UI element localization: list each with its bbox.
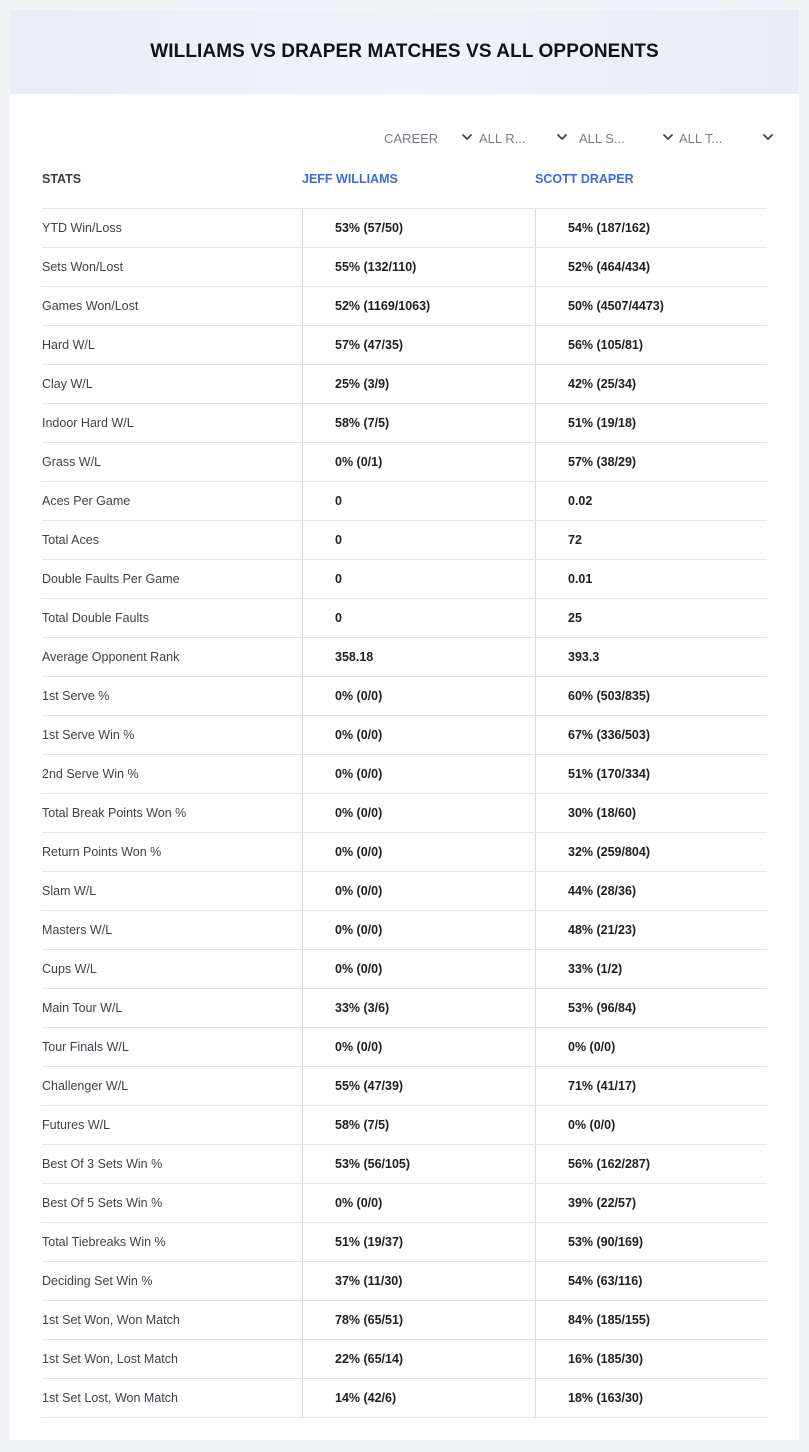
player1-cell xyxy=(302,794,536,832)
player1-cell xyxy=(302,599,536,637)
filter-round-select[interactable] xyxy=(479,128,569,148)
player1-cell xyxy=(302,677,536,715)
player1-cell xyxy=(302,443,536,481)
player2-value: 56% (105/81) xyxy=(568,338,644,352)
player1-cell xyxy=(302,755,536,793)
player2-value: 53% (96/84) xyxy=(568,1001,637,1015)
stat-label: YTD Win/Loss xyxy=(42,221,122,235)
chevron-down-icon xyxy=(555,130,569,144)
table-row xyxy=(42,755,767,794)
player1-value: 0 xyxy=(335,611,342,625)
player2-cell xyxy=(535,1301,768,1339)
player1-value: 0% (0/0) xyxy=(335,962,383,976)
stat-label: Grass W/L xyxy=(42,455,102,469)
player2-cell xyxy=(535,1262,768,1300)
stat-label: Total Aces xyxy=(42,533,99,547)
stat-label: Masters W/L xyxy=(42,923,113,937)
table-row xyxy=(42,1379,767,1418)
stat-label: Main Tour W/L xyxy=(42,1001,123,1015)
player1-value: 0% (0/0) xyxy=(335,767,383,781)
stat-label: 2nd Serve Win % xyxy=(42,767,139,781)
table-header xyxy=(42,170,767,206)
stat-label: Futures W/L xyxy=(42,1118,111,1132)
player2-cell xyxy=(535,1340,768,1378)
table-row xyxy=(42,248,767,287)
player2-value: 60% (503/835) xyxy=(568,689,651,703)
player1-cell xyxy=(302,1340,536,1378)
table-row xyxy=(42,404,767,443)
player2-value: 54% (63/116) xyxy=(568,1274,643,1288)
stat-label: Total Tiebreaks Win % xyxy=(42,1235,166,1249)
player1-value: 52% (1169/1063) xyxy=(335,299,431,313)
player1-value: 57% (47/35) xyxy=(335,338,404,352)
player2-cell xyxy=(535,482,768,520)
table-row xyxy=(42,521,767,560)
player1-cell xyxy=(302,248,536,286)
player2-value: 30% (18/60) xyxy=(568,806,637,820)
player1-value: 55% (132/110) xyxy=(335,260,417,274)
player1-value: 51% (19/37) xyxy=(335,1235,404,1249)
stat-label: Deciding Set Win % xyxy=(42,1274,153,1288)
table-row xyxy=(42,443,767,482)
player2-value: 72 xyxy=(568,533,582,547)
stat-label: Tour Finals W/L xyxy=(42,1040,129,1054)
player2-cell xyxy=(535,677,768,715)
stats-table xyxy=(42,208,767,1418)
player1-value: 14% (42/6) xyxy=(335,1391,397,1405)
table-row xyxy=(42,1223,767,1262)
player2-value: 67% (336/503) xyxy=(568,728,651,742)
player1-value: 58% (7/5) xyxy=(335,416,390,430)
player2-value: 50% (4507/4473) xyxy=(568,299,664,313)
table-row xyxy=(42,287,767,326)
stat-label: Average Opponent Rank xyxy=(42,650,180,664)
player1-cell xyxy=(302,326,536,364)
player2-cell xyxy=(535,833,768,871)
filter-tournament-label: ALL T... xyxy=(679,130,723,146)
stat-label: Slam W/L xyxy=(42,884,97,898)
stat-label: Clay W/L xyxy=(42,377,93,391)
table-row xyxy=(42,599,767,638)
table-row xyxy=(42,209,767,248)
player1-cell xyxy=(302,287,536,325)
player2-value: 51% (170/334) xyxy=(568,767,651,781)
player2-cell xyxy=(535,209,768,247)
player2-value: 0.01 xyxy=(568,572,593,586)
player1-cell xyxy=(302,482,536,520)
player2-column-header[interactable]: SCOTT DRAPER xyxy=(535,172,634,186)
player2-value: 0.02 xyxy=(568,494,593,508)
filter-period-label: CAREER xyxy=(384,130,439,146)
player1-cell xyxy=(302,404,536,442)
player1-cell xyxy=(302,1223,536,1261)
player2-value: 57% (38/29) xyxy=(568,455,637,469)
player1-value: 0% (0/0) xyxy=(335,845,383,859)
player2-cell xyxy=(535,989,768,1027)
player2-value: 33% (1/2) xyxy=(568,962,623,976)
player1-value: 358.18 xyxy=(335,650,374,664)
player1-cell xyxy=(302,950,536,988)
player2-cell xyxy=(535,326,768,364)
player2-cell xyxy=(535,1145,768,1183)
player2-cell xyxy=(535,794,768,832)
player1-cell xyxy=(302,833,536,871)
player1-value: 0% (0/0) xyxy=(335,923,383,937)
stat-label: Best Of 3 Sets Win % xyxy=(42,1157,163,1171)
player2-cell xyxy=(535,1379,768,1417)
filter-bar xyxy=(384,128,765,148)
filter-surface-label: ALL S... xyxy=(579,130,625,146)
filter-tournament-select[interactable] xyxy=(679,128,775,148)
stat-label: 1st Serve Win % xyxy=(42,728,135,742)
table-row xyxy=(42,1106,767,1145)
player1-cell xyxy=(302,560,536,598)
player1-value: 53% (57/50) xyxy=(335,221,404,235)
player1-cell xyxy=(302,365,536,403)
table-row xyxy=(42,1184,767,1223)
player1-cell xyxy=(302,1262,536,1300)
chevron-down-icon xyxy=(460,130,474,144)
filter-surface-select[interactable] xyxy=(579,128,675,148)
player2-value: 71% (41/17) xyxy=(568,1079,637,1093)
player1-cell xyxy=(302,911,536,949)
player2-cell xyxy=(535,443,768,481)
player2-cell xyxy=(535,404,768,442)
stat-label: 1st Set Won, Lost Match xyxy=(42,1352,178,1366)
stat-label: 1st Set Won, Won Match xyxy=(42,1313,180,1327)
player1-value: 55% (47/39) xyxy=(335,1079,404,1093)
player2-value: 53% (90/169) xyxy=(568,1235,644,1249)
stat-label: Games Won/Lost xyxy=(42,299,139,313)
player1-cell xyxy=(302,209,536,247)
table-row xyxy=(42,1262,767,1301)
player2-value: 48% (21/23) xyxy=(568,923,637,937)
player2-value: 18% (163/30) xyxy=(568,1391,644,1405)
player1-value: 58% (7/5) xyxy=(335,1118,390,1132)
player1-cell xyxy=(302,1184,536,1222)
player1-cell xyxy=(302,1379,536,1417)
player2-cell xyxy=(535,638,768,676)
player2-cell xyxy=(535,560,768,598)
player2-value: 0% (0/0) xyxy=(568,1118,616,1132)
player1-cell xyxy=(302,638,536,676)
player2-value: 16% (185/30) xyxy=(568,1352,644,1366)
player2-cell xyxy=(535,521,768,559)
stat-label: 1st Set Lost, Won Match xyxy=(42,1391,178,1405)
table-row xyxy=(42,1067,767,1106)
player1-value: 22% (65/14) xyxy=(335,1352,404,1366)
page-header xyxy=(10,10,799,94)
table-row xyxy=(42,794,767,833)
player1-value: 0 xyxy=(335,572,342,586)
table-row xyxy=(42,716,767,755)
player2-value: 84% (185/155) xyxy=(568,1313,651,1327)
stat-label: Aces Per Game xyxy=(42,494,131,508)
player1-cell xyxy=(302,989,536,1027)
player2-value: 32% (259/804) xyxy=(568,845,651,859)
player1-value: 0% (0/0) xyxy=(335,1196,383,1210)
player2-value: 56% (162/287) xyxy=(568,1157,651,1171)
table-row xyxy=(42,326,767,365)
chevron-down-icon xyxy=(761,130,775,144)
filter-period-select[interactable] xyxy=(384,128,474,148)
player1-cell xyxy=(302,521,536,559)
stat-label: Sets Won/Lost xyxy=(42,260,124,274)
stat-label: Best Of 5 Sets Win % xyxy=(42,1196,163,1210)
stat-label: Hard W/L xyxy=(42,338,95,352)
player1-cell xyxy=(302,716,536,754)
table-row xyxy=(42,1340,767,1379)
player1-value: 37% (11/30) xyxy=(335,1274,403,1288)
player2-cell xyxy=(535,872,768,910)
player2-cell xyxy=(535,1106,768,1144)
stat-label: Total Double Faults xyxy=(42,611,150,625)
player1-value: 0% (0/0) xyxy=(335,1040,383,1054)
stat-label: 1st Serve % xyxy=(42,689,110,703)
player1-value: 25% (3/9) xyxy=(335,377,390,391)
player2-value: 51% (19/18) xyxy=(568,416,637,430)
player2-value: 52% (464/434) xyxy=(568,260,651,274)
player1-column-header[interactable]: JEFF WILLIAMS xyxy=(302,172,398,186)
player2-cell xyxy=(535,1223,768,1261)
player2-value: 0% (0/0) xyxy=(568,1040,616,1054)
player2-cell xyxy=(535,599,768,637)
player1-value: 53% (56/105) xyxy=(335,1157,411,1171)
table-row xyxy=(42,1301,767,1340)
table-row xyxy=(42,560,767,599)
table-row xyxy=(42,638,767,677)
table-row xyxy=(42,872,767,911)
player2-value: 393.3 xyxy=(568,650,600,664)
chevron-down-icon xyxy=(661,130,675,144)
player1-cell xyxy=(302,1106,536,1144)
filter-round-label: ALL R... xyxy=(479,130,526,146)
player2-value: 25 xyxy=(568,611,582,625)
table-row xyxy=(42,833,767,872)
player1-value: 0% (0/0) xyxy=(335,728,383,742)
player1-value: 0 xyxy=(335,533,342,547)
player1-cell xyxy=(302,872,536,910)
table-row xyxy=(42,950,767,989)
stat-label: Challenger W/L xyxy=(42,1079,129,1093)
player2-cell xyxy=(535,1028,768,1066)
player2-cell xyxy=(535,755,768,793)
stat-label: Total Break Points Won % xyxy=(42,806,187,820)
stats-card xyxy=(10,10,799,1440)
player1-value: 0 xyxy=(335,494,342,508)
table-row xyxy=(42,1028,767,1067)
table-row xyxy=(42,365,767,404)
stats-column-header: STATS xyxy=(42,172,82,186)
player2-cell xyxy=(535,365,768,403)
page-title: WILLIAMS VS DRAPER MATCHES VS ALL OPPONENTS xyxy=(150,41,659,62)
table-row xyxy=(42,482,767,521)
table-row xyxy=(42,911,767,950)
player2-value: 42% (25/34) xyxy=(568,377,637,391)
player1-cell xyxy=(302,1067,536,1105)
table-row xyxy=(42,1145,767,1184)
player1-value: 0% (0/0) xyxy=(335,689,383,703)
player1-value: 78% (65/51) xyxy=(335,1313,404,1327)
stat-label: Cups W/L xyxy=(42,962,97,976)
stat-label: Indoor Hard W/L xyxy=(42,416,134,430)
player2-cell xyxy=(535,1067,768,1105)
player1-cell xyxy=(302,1028,536,1066)
player1-value: 0% (0/1) xyxy=(335,455,383,469)
player2-cell xyxy=(535,911,768,949)
table-row xyxy=(42,677,767,716)
player1-cell xyxy=(302,1301,536,1339)
player2-cell xyxy=(535,248,768,286)
stat-label: Return Points Won % xyxy=(42,845,162,859)
stat-label: Double Faults Per Game xyxy=(42,572,180,586)
player1-value: 0% (0/0) xyxy=(335,806,383,820)
player2-cell xyxy=(535,1184,768,1222)
player1-value: 0% (0/0) xyxy=(335,884,383,898)
player2-cell xyxy=(535,716,768,754)
player2-cell xyxy=(535,287,768,325)
player2-value: 44% (28/36) xyxy=(568,884,637,898)
table-row xyxy=(42,989,767,1028)
player2-value: 54% (187/162) xyxy=(568,221,651,235)
player1-cell xyxy=(302,1145,536,1183)
player2-value: 39% (22/57) xyxy=(568,1196,637,1210)
player2-cell xyxy=(535,950,768,988)
player1-value: 33% (3/6) xyxy=(335,1001,390,1015)
